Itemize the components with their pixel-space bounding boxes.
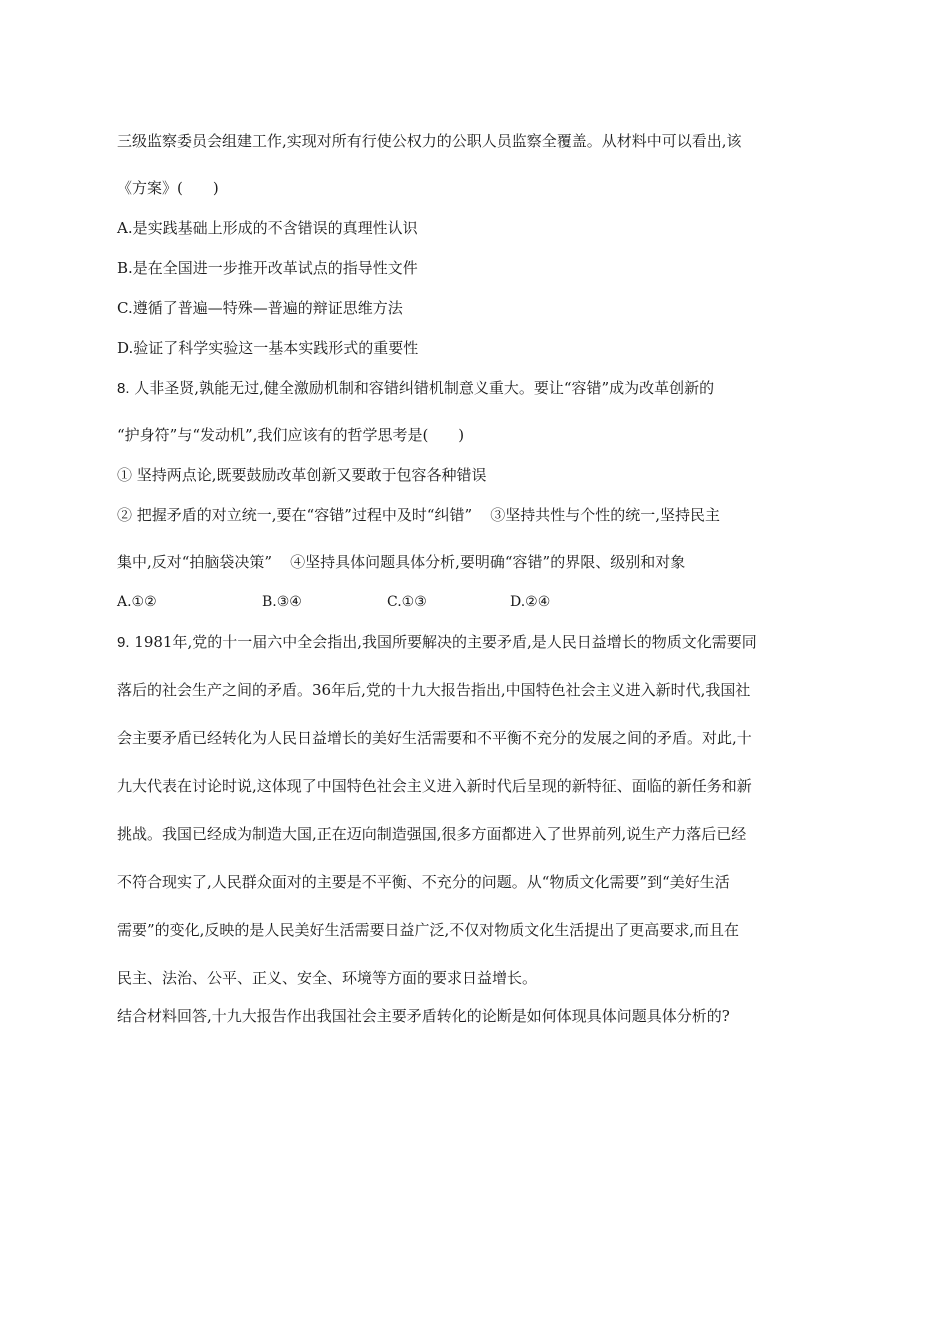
q9-question: 结合材料回答,十九大报告作出我国社会主要矛盾转化的论断是如何体现具体问题具体分析的? [117, 1007, 730, 1025]
q8-option-a: A.①② [117, 594, 157, 610]
q9-line-8: 民主、法治、公平、正义、安全、环境等方面的要求日益增长。 [117, 969, 538, 987]
q8-item-3-part-2: 集中,反对“拍脑袋决策” [117, 553, 273, 571]
q9-line-2: 落后的社会生产之间的矛盾。36年后,党的十九大报告指出,中国特色社会主义进入新时代,我国社 [117, 681, 751, 699]
q8-item-2-3-line [117, 505, 720, 525]
q9-line-7: 需要”的变化,反映的是人民美好生活需要日益广泛,不仅对物质文化生活提出了更高要求,而且在 [117, 921, 739, 939]
q8-number: 8. [117, 380, 130, 397]
q7-stem-line-2: 《方案》( ) [117, 179, 219, 197]
q9-line-1 [117, 632, 757, 653]
q8-option-d: D.②④ [510, 594, 551, 610]
q8-item-4: ④坚持具体问题具体分析,要明确“容错”的界限、级别和对象 [290, 553, 686, 571]
q7-option-d: D.验证了科学实验这一基本实践形式的重要性 [117, 339, 419, 357]
q8-item-3-part-1: ③坚持共性与个性的统一,坚持民主 [490, 506, 720, 524]
q8-stem-line-2: “护身符”与“发动机”,我们应该有的哲学思考是( ) [117, 426, 465, 444]
q9-number: 9. [117, 634, 130, 651]
q8-option-c: C.①③ [387, 594, 427, 610]
q8-item-1: ① 坚持两点论,既要鼓励改革创新又要敢于包容各种错误 [117, 466, 487, 484]
q7-stem-line-1: 三级监察委员会组建工作,实现对所有行使公权力的公职人员监察全覆盖。从材料中可以看出,该 [117, 132, 742, 150]
q9-line-4: 九大代表在讨论时说,这体现了中国特色社会主义进入新时代后呈现的新特征、面临的新任务和新 [117, 777, 752, 795]
q9-line-5: 挑战。我国已经成为制造大国,正在迈向制造强国,很多方面都进入了世界前列,说生产力落后已经 [117, 825, 747, 843]
q9-line-6: 不符合现实了,人民群众面对的主要是不平衡、不充分的问题。从“物质文化需要”到“美好生活 [117, 873, 730, 891]
q8-stem-line-1 [117, 378, 714, 399]
q8-stem-text: 人非圣贤,孰能无过,健全激励机制和容错纠错机制意义重大。要让“容错”成为改革创新的 [134, 379, 715, 397]
q7-option-a: A.是实践基础上形成的不含错误的真理性认识 [117, 219, 418, 237]
q7-option-b: B.是在全国进一步推开改革试点的指导性文件 [117, 259, 418, 277]
q8-option-b: B.③④ [262, 594, 302, 610]
q8-item-3-4-line [117, 552, 685, 572]
q7-option-c: C.遵循了普遍—特殊—普遍的辩证思维方法 [117, 299, 403, 317]
q9-line-3: 会主要矛盾已经转化为人民日益增长的美好生活需要和不平衡不充分的发展之间的矛盾。对此,十 [117, 729, 752, 747]
q9-text: 1981年,党的十一届六中全会指出,我国所要解决的主要矛盾,是人民日益增长的物质文化需要同 [134, 633, 757, 651]
q8-item-2: ② 把握矛盾的对立统一,要在“容错”过程中及时“纠错” [117, 506, 473, 524]
